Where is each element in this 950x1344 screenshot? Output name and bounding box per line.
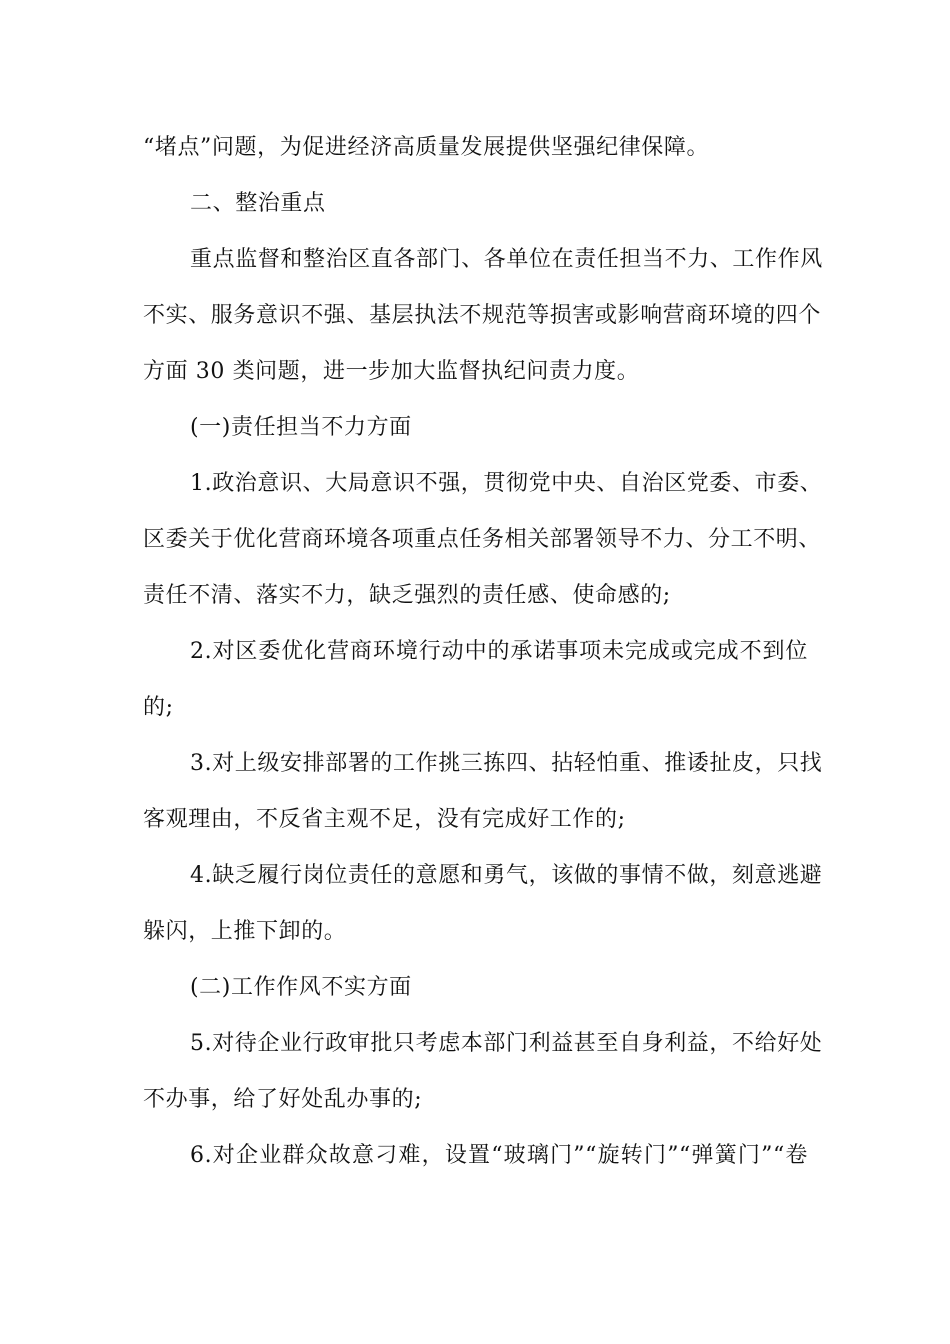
- list-item-line: 不办事，给了好处乱办事的;: [143, 1087, 423, 1112]
- list-item-line: 区委关于优化营商环境各项重点任务相关部署领导不力、分工不明、: [143, 527, 822, 552]
- subsection-heading: (一)责任担当不力方面: [190, 415, 412, 440]
- paragraph-line: 重点监督和整治区直各部门、各单位在责任担当不力、工作作风: [190, 247, 823, 272]
- section-heading: 二、整治重点: [190, 191, 326, 216]
- list-item-line: 3.对上级安排部署的工作挑三拣四、拈轻怕重、推诿扯皮，只找: [190, 751, 823, 776]
- list-item-line: 责任不清、落实不力，缺乏强烈的责任感、使命感的;: [143, 583, 671, 608]
- list-item-line: 1.政治意识、大局意识不强，贯彻党中央、自治区党委、市委、: [190, 471, 823, 496]
- list-item-line: 4.缺乏履行岗位责任的意愿和勇气，该做的事情不做，刻意逃避: [190, 863, 823, 888]
- paragraph-line: 方面 30 类问题，进一步加大监督执纪问责力度。: [143, 359, 640, 384]
- paragraph-line: 不实、服务意识不强、基层执法不规范等损害或影响营商环境的四个: [143, 303, 822, 328]
- list-item-line: 2.对区委优化营商环境行动中的承诺事项未完成或完成不到位: [190, 639, 808, 664]
- list-item-line: 的;: [143, 695, 174, 720]
- paragraph-line: “堵点”问题，为促进经济高质量发展提供坚强纪律保障。: [143, 135, 710, 160]
- subsection-heading: (二)工作作风不实方面: [190, 975, 412, 1000]
- list-item-line: 6.对企业群众故意刁难，设置“玻璃门”“旋转门”“弹簧门”“卷: [190, 1143, 808, 1168]
- list-item-line: 5.对待企业行政审批只考虑本部门利益甚至自身利益，不给好处: [190, 1031, 823, 1056]
- list-item-line: 躲闪，上推下卸的。: [143, 919, 347, 944]
- list-item-line: 客观理由，不反省主观不足，没有完成好工作的;: [143, 807, 626, 832]
